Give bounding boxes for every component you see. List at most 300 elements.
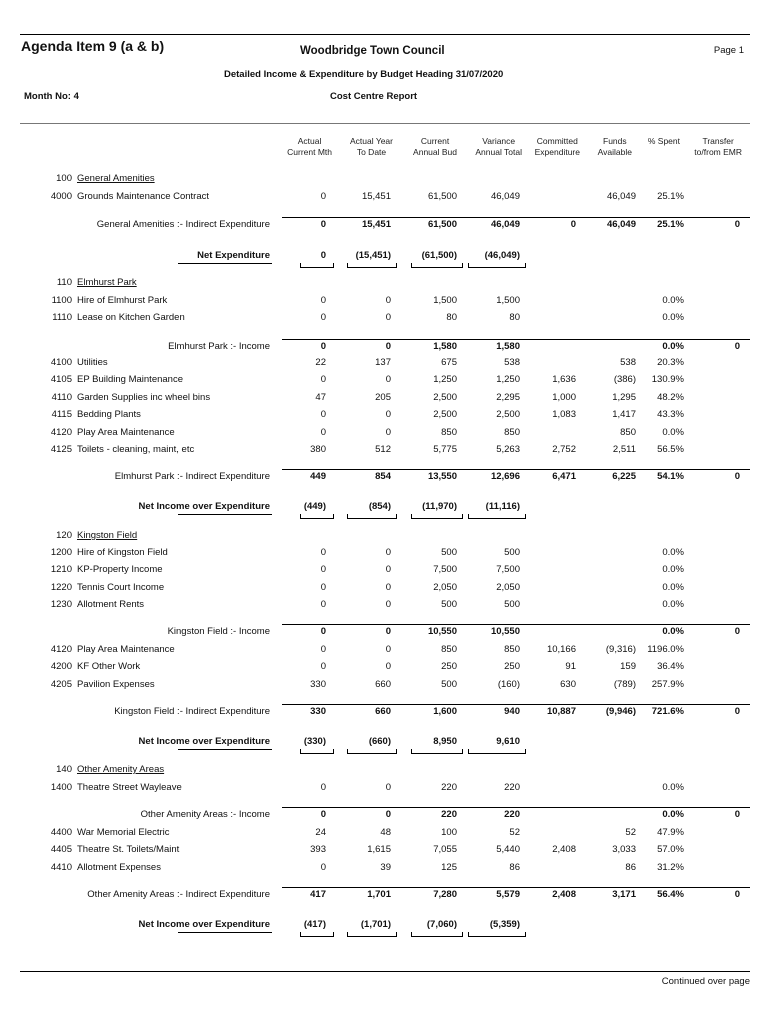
cell-value: 0.0%	[662, 582, 684, 593]
total-value: 0	[320, 219, 326, 230]
total-value: 417	[310, 889, 326, 900]
cell-value: 0	[385, 644, 391, 655]
account-code: 1110	[52, 312, 72, 323]
table-row	[0, 599, 770, 613]
cell-value: 0	[320, 409, 326, 420]
cell-value: 31.2%	[657, 862, 684, 873]
column-header-committed: Committed Expenditure	[534, 136, 580, 157]
bottom-rule	[20, 971, 750, 972]
cell-value: 0	[385, 547, 391, 558]
total-value: 0.0%	[662, 809, 684, 820]
net-label-rule	[178, 932, 272, 933]
cell-value: 220	[441, 782, 457, 793]
subtotal-rule	[282, 887, 750, 888]
cell-value: 0.0%	[662, 295, 684, 306]
account-code: 4400	[50, 827, 72, 838]
table-row	[0, 564, 770, 578]
section-name: Kingston Field	[77, 530, 138, 541]
subtotal-label: Kingston Field :- Income	[167, 626, 270, 637]
net-value-bracket	[411, 932, 463, 937]
subtotal-row	[0, 219, 770, 233]
account-code: 4410	[50, 862, 72, 873]
total-value: (15,451)	[355, 250, 391, 261]
subtotal-rule	[282, 807, 750, 808]
total-value: 25.1%	[657, 219, 684, 230]
total-value: 6,471	[552, 471, 576, 482]
cell-value: 500	[504, 599, 520, 610]
net-label-rule	[178, 514, 272, 515]
total-value: 46,049	[606, 219, 636, 230]
table-row	[0, 312, 770, 326]
cell-value: 25.1%	[657, 191, 684, 202]
account-name: Theatre St. Toilets/Maint	[77, 844, 180, 855]
table-row	[0, 547, 770, 561]
cell-value: 660	[375, 679, 391, 690]
account-name: KF Other Work	[77, 661, 141, 672]
cell-value: 80	[509, 312, 520, 323]
table-row	[0, 191, 770, 205]
total-value: 0	[320, 341, 326, 352]
cell-value: 61,500	[427, 191, 457, 202]
subtotal-rule	[282, 217, 750, 218]
column-header-spent: % Spent	[647, 136, 680, 146]
net-row	[0, 250, 770, 264]
total-value: (5,359)	[489, 919, 520, 930]
total-value: 0	[320, 809, 326, 820]
net-value-bracket	[347, 749, 397, 754]
account-code: 4200	[50, 661, 72, 672]
cell-value: 850	[441, 427, 457, 438]
cell-value: 80	[446, 312, 457, 323]
section-heading	[0, 277, 770, 291]
account-name: Garden Supplies inc wheel bins	[77, 392, 211, 403]
cell-value: 0	[385, 599, 391, 610]
cell-value: 91	[565, 661, 576, 672]
total-value: 56.4%	[657, 889, 684, 900]
cell-value: 56.5%	[657, 444, 684, 455]
total-value: 0	[734, 219, 740, 230]
account-code: 4105	[50, 374, 72, 385]
net-value-bracket	[300, 932, 334, 937]
cell-value: 0	[320, 374, 326, 385]
cell-value: (789)	[613, 679, 636, 690]
cell-value: 675	[441, 357, 457, 368]
cell-value: 48.2%	[657, 392, 684, 403]
total-value: (660)	[368, 736, 391, 747]
cell-value: 1,636	[552, 374, 576, 385]
cell-value: 538	[504, 357, 520, 368]
account-code: 1210	[50, 564, 72, 575]
account-name: Hire of Kingston Field	[77, 547, 168, 558]
cell-value: 0.0%	[662, 564, 684, 575]
report-subtitle: Detailed Income & Expenditure by Budget Heading 31/07/2020	[224, 69, 504, 80]
net-label: Net Expenditure	[197, 250, 270, 261]
section-code: 120	[56, 530, 72, 541]
account-code: 4100	[50, 357, 72, 368]
total-value: 0.0%	[662, 341, 684, 352]
account-name: Allotment Expenses	[77, 862, 161, 873]
cell-value: 10,166	[546, 644, 576, 655]
subtotal-rule	[282, 624, 750, 625]
net-label-rule	[178, 749, 272, 750]
cell-value: 43.3%	[657, 409, 684, 420]
total-value: 940	[504, 706, 520, 717]
cell-value: 36.4%	[657, 661, 684, 672]
total-value: 0	[385, 809, 391, 820]
cell-value: 2,050	[433, 582, 457, 593]
account-name: Pavilion Expenses	[77, 679, 155, 690]
total-value: 449	[310, 471, 326, 482]
cell-value: 0	[320, 599, 326, 610]
section-heading	[0, 764, 770, 778]
total-value: (330)	[303, 736, 326, 747]
total-value: 721.6%	[651, 706, 684, 717]
cell-value: 500	[441, 679, 457, 690]
cell-value: 46,049	[606, 191, 636, 202]
cell-value: 2,500	[433, 392, 457, 403]
cell-value: 0	[320, 295, 326, 306]
cell-value: 2,408	[552, 844, 576, 855]
total-value: 54.1%	[657, 471, 684, 482]
cell-value: 0	[320, 782, 326, 793]
council-name: Woodbridge Town Council	[300, 45, 445, 57]
report-type: Cost Centre Report	[330, 91, 418, 102]
total-value: 0	[734, 889, 740, 900]
account-code: 4120	[50, 427, 72, 438]
total-value: 46,049	[490, 219, 520, 230]
account-name: Bedding Plants	[77, 409, 141, 420]
total-value: (449)	[303, 501, 326, 512]
subtotal-label: Kingston Field :- Indirect Expenditure	[114, 706, 270, 717]
account-name: KP-Property Income	[77, 564, 163, 575]
net-label: Net Income over Expenditure	[138, 736, 270, 747]
cell-value: 0.0%	[662, 312, 684, 323]
column-header-actual-month: Actual Current Mth	[287, 136, 332, 157]
table-row	[0, 582, 770, 596]
total-value: 1,600	[433, 706, 457, 717]
subtotal-row	[0, 341, 770, 355]
cell-value: 2,295	[496, 392, 520, 403]
total-value: 220	[441, 809, 457, 820]
net-label: Net Income over Expenditure	[138, 501, 270, 512]
cell-value: 7,500	[496, 564, 520, 575]
net-label: Net Income over Expenditure	[138, 919, 270, 930]
cell-value: 0	[320, 862, 326, 873]
total-value: (417)	[303, 919, 326, 930]
section-heading	[0, 173, 770, 187]
cell-value: 850	[504, 644, 520, 655]
account-code: 1400	[50, 782, 72, 793]
net-label-rule	[178, 263, 272, 264]
cell-value: 2,752	[552, 444, 576, 455]
subtotal-label: Elmhurst Park :- Indirect Expenditure	[114, 471, 270, 482]
total-value: 0	[734, 471, 740, 482]
account-name: Allotment Rents	[77, 599, 145, 610]
total-value: 0.0%	[662, 626, 684, 637]
table-row	[0, 644, 770, 658]
cell-value: 1196.0%	[647, 644, 684, 655]
cell-value: 0	[320, 427, 326, 438]
net-value-bracket	[411, 749, 463, 754]
total-value: (11,970)	[422, 501, 457, 512]
cell-value: 24	[315, 827, 326, 838]
account-code: 4110	[51, 392, 72, 403]
cell-value: 500	[441, 599, 457, 610]
page-number: Page 1	[713, 45, 744, 56]
cell-value: 1,000	[552, 392, 576, 403]
cell-value: 48	[380, 827, 391, 838]
total-value: 8,950	[433, 736, 457, 747]
subtotal-label: Other Amenity Areas :- Income	[140, 809, 270, 820]
cell-value: 0	[385, 374, 391, 385]
section-name: General Amenities	[77, 173, 155, 184]
net-row	[0, 501, 770, 515]
cell-value: 1,250	[433, 374, 457, 385]
account-code: 4115	[51, 409, 72, 420]
total-value: 2,408	[552, 889, 576, 900]
net-value-bracket	[468, 263, 526, 268]
total-value: 854	[375, 471, 391, 482]
section-code: 100	[56, 173, 72, 184]
cell-value: 538	[620, 357, 636, 368]
table-row	[0, 427, 770, 441]
account-code: 4120	[50, 644, 72, 655]
total-value: 0	[734, 626, 740, 637]
net-value-bracket	[468, 932, 526, 937]
account-name: Lease on Kitchen Garden	[77, 312, 185, 323]
cell-value: 850	[504, 427, 520, 438]
account-name: Theatre Street Wayleave	[77, 782, 182, 793]
total-value: (1,701)	[360, 919, 391, 930]
account-code: 1200	[50, 547, 72, 558]
cell-value: 7,500	[433, 564, 457, 575]
total-value: 220	[504, 809, 520, 820]
account-name: Tennis Court Income	[77, 582, 165, 593]
footer-note: Continued over page	[661, 976, 750, 987]
account-name: Utilities	[77, 357, 108, 368]
total-value: 0	[734, 341, 740, 352]
net-value-bracket	[347, 514, 397, 519]
cell-value: 220	[504, 782, 520, 793]
cell-value: 257.9%	[651, 679, 684, 690]
account-code: 4125	[50, 444, 72, 455]
section-name: Elmhurst Park	[77, 277, 137, 288]
subtotal-label: General Amenities :- Indirect Expenditure	[96, 219, 270, 230]
cell-value: 0	[385, 564, 391, 575]
cell-value: 125	[441, 862, 457, 873]
cell-value: 630	[560, 679, 576, 690]
cell-value: 3,033	[612, 844, 636, 855]
total-value: 0	[385, 626, 391, 637]
total-value: 6,225	[612, 471, 636, 482]
total-value: 12,696	[490, 471, 520, 482]
cell-value: 1,417	[612, 409, 636, 420]
cell-value: 0	[385, 782, 391, 793]
column-header-variance: Variance Annual Total	[475, 136, 522, 157]
total-value: 10,550	[427, 626, 457, 637]
table-row	[0, 782, 770, 796]
cell-value: 380	[310, 444, 326, 455]
cell-value: 500	[441, 547, 457, 558]
account-name: Play Area Maintenance	[77, 427, 175, 438]
account-code: 4000	[50, 191, 72, 202]
account-name: EP Building Maintenance	[77, 374, 183, 385]
month-number: Month No: 4	[24, 91, 79, 102]
net-row	[0, 736, 770, 750]
table-row	[0, 392, 770, 406]
cell-value: 1,250	[496, 374, 520, 385]
cell-value: 0.0%	[662, 782, 684, 793]
cell-value: 5,440	[496, 844, 520, 855]
subtotal-row	[0, 626, 770, 640]
cell-value: 250	[504, 661, 520, 672]
net-row	[0, 919, 770, 933]
cell-value: 512	[375, 444, 391, 455]
cell-value: 47.9%	[657, 827, 684, 838]
cell-value: 2,511	[612, 444, 636, 455]
cell-value: (9,316)	[605, 644, 636, 655]
account-name: Hire of Elmhurst Park	[77, 295, 168, 306]
cell-value: 0.0%	[662, 599, 684, 610]
section-heading	[0, 530, 770, 544]
table-row	[0, 844, 770, 858]
table-row	[0, 409, 770, 423]
subtotal-rule	[282, 469, 750, 470]
total-value: (9,946)	[605, 706, 636, 717]
section-code: 110	[56, 277, 72, 288]
cell-value: 2,050	[496, 582, 520, 593]
cell-value: 100	[441, 827, 457, 838]
cell-value: 0	[385, 661, 391, 672]
cell-value: 86	[509, 862, 520, 873]
cell-value: 0.0%	[662, 427, 684, 438]
cell-value: 500	[504, 547, 520, 558]
section-code: 140	[56, 764, 72, 775]
cell-value: 0	[385, 427, 391, 438]
account-name: Toilets - cleaning, maint, etc	[77, 444, 195, 455]
total-value: (46,049)	[484, 250, 520, 261]
cell-value: 393	[310, 844, 326, 855]
cell-value: 0	[320, 547, 326, 558]
header-divider	[20, 123, 750, 124]
cell-value: 52	[625, 827, 636, 838]
cell-value: 2,500	[496, 409, 520, 420]
total-value: (61,500)	[421, 250, 457, 261]
cell-value: 0	[320, 191, 326, 202]
cell-value: 250	[441, 661, 457, 672]
subtotal-rule	[282, 704, 750, 705]
total-value: 15,451	[361, 219, 391, 230]
cell-value: 0.0%	[662, 547, 684, 558]
total-value: 5,579	[496, 889, 520, 900]
account-name: Grounds Maintenance Contract	[77, 191, 210, 202]
cell-value: 1,083	[552, 409, 576, 420]
cell-value: 39	[380, 862, 391, 873]
column-header-annual-budget: Current Annual Bud	[413, 136, 457, 157]
total-value: 0	[320, 250, 326, 261]
cell-value: 0	[385, 295, 391, 306]
total-value: 0	[385, 341, 391, 352]
total-value: 1,580	[496, 341, 520, 352]
cell-value: 47	[315, 392, 326, 403]
agenda-heading: Agenda Item 9 (a & b)	[21, 38, 165, 54]
total-value: 330	[310, 706, 326, 717]
cell-value: 159	[620, 661, 636, 672]
subtotal-label: Elmhurst Park :- Income	[168, 341, 270, 352]
cell-value: 57.0%	[657, 844, 684, 855]
cell-value: 5,263	[496, 444, 520, 455]
table-row	[0, 862, 770, 876]
table-row	[0, 357, 770, 371]
cell-value: 0	[320, 661, 326, 672]
subtotal-rule	[282, 339, 750, 340]
section-name: Other Amenity Areas	[77, 764, 165, 775]
cell-value: 850	[441, 644, 457, 655]
total-value: 61,500	[427, 219, 457, 230]
cell-value: 52	[509, 827, 520, 838]
cell-value: 86	[625, 862, 636, 873]
account-code: 4205	[50, 679, 72, 690]
total-value: 9,610	[496, 736, 520, 747]
column-header-funds: Funds Available	[597, 136, 632, 157]
cell-value: 130.9%	[651, 374, 684, 385]
table-row	[0, 661, 770, 675]
account-code: 4405	[50, 844, 72, 855]
subtotal-row	[0, 889, 770, 903]
cell-value: 0	[320, 582, 326, 593]
account-name: War Memorial Electric	[77, 827, 170, 838]
net-value-bracket	[468, 749, 526, 754]
cell-value: 2,500	[433, 409, 457, 420]
table-row	[0, 679, 770, 693]
cell-value: 46,049	[490, 191, 520, 202]
table-row	[0, 295, 770, 309]
total-value: 1,580	[433, 341, 457, 352]
total-value: (7,060)	[426, 919, 457, 930]
total-value: 0	[734, 706, 740, 717]
column-header-actual-ytd: Actual Year To Date	[349, 136, 393, 157]
cell-value: 5,775	[433, 444, 457, 455]
cell-value: 15,451	[361, 191, 391, 202]
cell-value: 1,615	[367, 844, 391, 855]
cell-value: (160)	[497, 679, 520, 690]
total-value: 0	[570, 219, 576, 230]
total-value: 7,280	[433, 889, 457, 900]
cell-value: 22	[315, 357, 326, 368]
cell-value: 7,055	[433, 844, 457, 855]
cell-value: 205	[375, 392, 391, 403]
total-value: (11,116)	[485, 501, 520, 512]
total-value: 0	[320, 626, 326, 637]
total-value: (854)	[368, 501, 391, 512]
cell-value: 1,500	[496, 295, 520, 306]
account-code: 1230	[50, 599, 72, 610]
top-rule	[20, 34, 750, 35]
cell-value: 0	[320, 644, 326, 655]
cell-value: 1,500	[433, 295, 457, 306]
subtotal-label: Other Amenity Areas :- Indirect Expenditure	[87, 889, 270, 900]
cell-value: (386)	[613, 374, 636, 385]
net-value-bracket	[300, 263, 334, 268]
net-value-bracket	[300, 514, 334, 519]
subtotal-row	[0, 471, 770, 485]
net-value-bracket	[347, 263, 397, 268]
cell-value: 0	[385, 582, 391, 593]
cell-value: 0	[385, 409, 391, 420]
cell-value: 1,295	[612, 392, 636, 403]
total-value: 10,887	[546, 706, 576, 717]
cell-value: 330	[310, 679, 326, 690]
